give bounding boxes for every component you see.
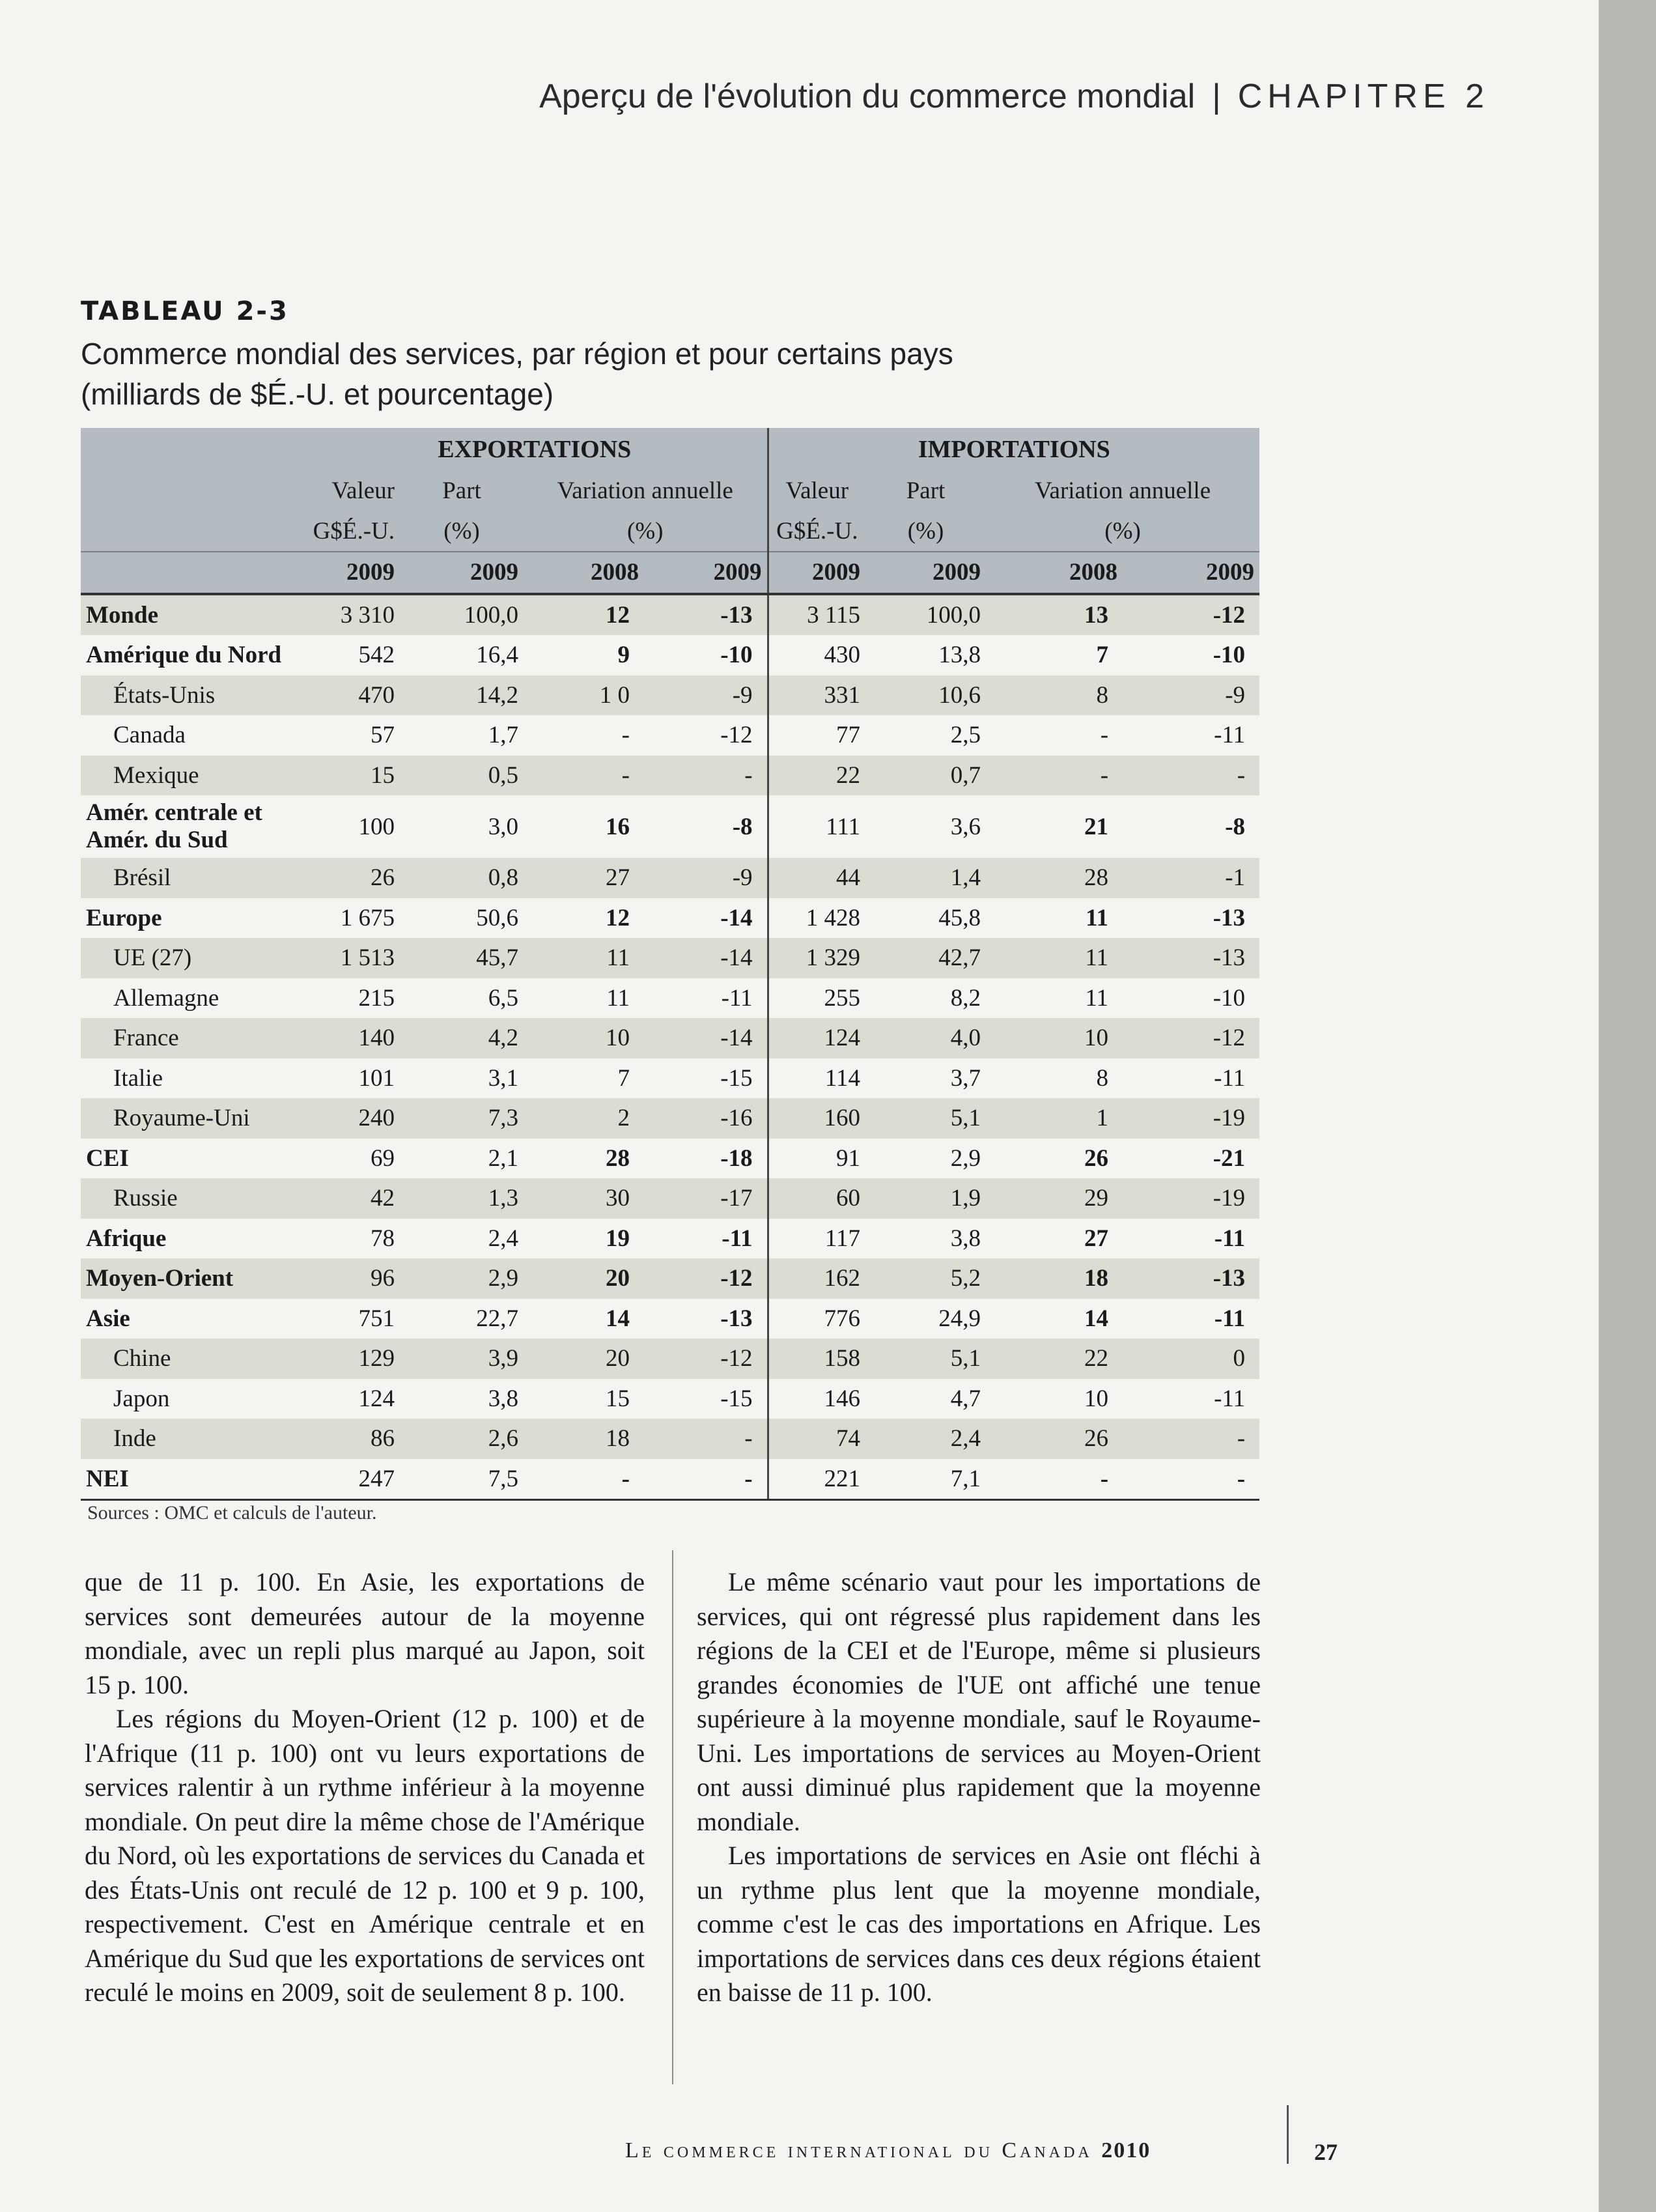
table-cell: 2,1 (488, 1144, 518, 1172)
col-year: 2009 (400, 552, 524, 594)
table-cell: - (1237, 1425, 1246, 1453)
table-cell: 18 (1084, 1265, 1109, 1292)
table-row (81, 795, 1259, 858)
row-label-text: Japon (113, 1385, 170, 1412)
table-cell: 1,3 (488, 1185, 518, 1212)
col-header-variation: Variation annuelle (1034, 477, 1211, 505)
row-label-text: Asie (86, 1305, 130, 1332)
col-header-value: Valeur (785, 477, 849, 505)
table-cell: - (644, 1419, 768, 1459)
table-cell: 1 675 (340, 904, 395, 931)
table-cell: -13 (1213, 944, 1246, 972)
table-cell: -12 (644, 1258, 768, 1299)
table-cell: -12 (644, 1339, 768, 1379)
row-label-text: États-Unis (113, 681, 216, 709)
table-cell: -15 (644, 1379, 768, 1419)
table-cell: -9 (644, 675, 768, 716)
col-unit-variation: (%) (524, 511, 768, 552)
body-paragraph: Les régions du Moyen-Orient (12 p. 100) et de l'Afrique (11 p. 100) ont vu leurs exportations de services ralentir à un rythme inférieur à la moyenne mondiale. On peut dire la même chose de l'Amérique du Nord, où les exportations de services du Canada et des États-Unis ont reculé de 12 p. 100 et 9 p. 100, respectivement. C'est en Amérique centrale et en Amérique du Sud que les exportations de services ont reculé le moins en 2009, soit de seulement 8 p. 100. (85, 1704, 645, 2007)
row-label (81, 715, 302, 756)
table-cell: - (621, 722, 630, 749)
table-cell: -11 (644, 978, 768, 1019)
row-label (81, 756, 302, 796)
services-trade-table (81, 428, 1259, 1501)
table-cell: -12 (1213, 1025, 1246, 1052)
table-cell: 4,0 (950, 1025, 981, 1052)
group-header-imports: IMPORTATIONS (918, 436, 1110, 463)
table-cell: 10 (1084, 1385, 1109, 1412)
table-cell: -11 (1214, 722, 1246, 749)
table-cell: -9 (1225, 681, 1246, 709)
row-label (81, 858, 302, 898)
col-year: 2009 (768, 552, 865, 594)
table-cell: 3,8 (488, 1385, 518, 1412)
row-label-text: CEI (86, 1144, 129, 1172)
table-cell: 1 513 (340, 944, 395, 972)
col-year: 2009 (644, 552, 768, 594)
table-cell: 0,7 (950, 761, 981, 789)
table-cell: 1,4 (950, 864, 981, 892)
col-unit-share: (%) (400, 511, 524, 552)
table-cell: -1 (1225, 864, 1246, 892)
table-cell: 1 329 (806, 944, 861, 972)
table-cell: 20 (606, 1345, 630, 1372)
row-label (81, 635, 302, 675)
table-cell: 24,9 (938, 1305, 981, 1332)
table-cell: 14 (606, 1305, 630, 1332)
table-cell: 7,3 (488, 1105, 518, 1132)
row-label (81, 1339, 302, 1379)
table-cell: -12 (1213, 601, 1246, 629)
table-cell: 114 (824, 1064, 861, 1092)
row-label (81, 1098, 302, 1139)
table-cell: -14 (644, 938, 768, 978)
table-sources: Sources : OMC et calculs de l'auteur. (87, 1502, 377, 1524)
table-cell: 4,7 (950, 1385, 981, 1412)
table-cell: 111 (826, 813, 861, 840)
row-label (81, 1139, 302, 1179)
table-cell: 100 (358, 813, 395, 840)
col-year: 2009 (1123, 552, 1259, 594)
table-cell: 11 (606, 984, 630, 1012)
table-cell: - (1237, 761, 1246, 789)
row-label-text: Moyen-Orient (86, 1265, 234, 1292)
table-row (81, 1459, 1259, 1500)
table-cell: 15 (371, 761, 395, 789)
header-separator: | (1212, 78, 1221, 115)
table-cell: 7 (617, 1064, 630, 1092)
row-label (81, 675, 302, 716)
table-cell: 42 (371, 1185, 395, 1212)
col-year: 2009 (302, 552, 400, 594)
table-cell: -11 (644, 1219, 768, 1259)
table-title-line-1: Commerce mondial des services, par région et pour certains pays (81, 337, 953, 371)
table-cell: 86 (371, 1425, 395, 1453)
table-row (81, 1339, 1259, 1379)
table-cell: 0,5 (488, 761, 518, 789)
table-cell: 751 (358, 1305, 395, 1332)
table-cell: 57 (371, 722, 395, 749)
chapter-label: CHAPITRE 2 (1237, 78, 1489, 115)
table-cell: 8 (1096, 681, 1109, 709)
table-cell: 28 (606, 1144, 630, 1172)
table-cell: 5,2 (950, 1265, 981, 1292)
table-cell: 1 428 (806, 904, 861, 931)
table-cell: 11 (1085, 984, 1109, 1012)
row-label-text: France (113, 1025, 179, 1052)
footer-publication (625, 2138, 1151, 2163)
table-cell: 44 (836, 864, 861, 892)
row-label-text: Monde (86, 601, 158, 629)
row-label (81, 1058, 302, 1099)
table-cell: 21 (1084, 813, 1109, 840)
table-cell: - (524, 1459, 644, 1500)
table-cell: 101 (358, 1064, 395, 1092)
table-cell: 0 (1233, 1345, 1246, 1372)
col-year: 2008 (524, 552, 644, 594)
running-title: Aperçu de l'évolution du commerce mondial (539, 78, 1196, 115)
row-label-text: Amérique du Nord (86, 642, 282, 669)
table-cell: 247 (302, 1459, 400, 1500)
col-year: 2009 (865, 552, 986, 594)
table-cell: 3,7 (950, 1064, 981, 1092)
table-cell: 2,9 (488, 1265, 518, 1292)
table-cell: -14 (644, 1018, 768, 1058)
table-cell: 12 (606, 601, 630, 629)
page-edge (1599, 0, 1656, 2212)
table-cell: 3,0 (488, 813, 518, 840)
row-label (81, 795, 302, 858)
row-label-text: Afrique (86, 1225, 167, 1252)
row-label-text: Europe (86, 904, 162, 931)
table-cell: 26 (1084, 1144, 1109, 1172)
table-cell: 16 (606, 813, 630, 840)
col-unit-variation: (%) (986, 511, 1259, 552)
table-row (81, 858, 1259, 898)
table-cell: 117 (824, 1225, 861, 1252)
row-label-text: Royaume-Uni (113, 1105, 250, 1132)
col-header-share: Part (906, 477, 946, 505)
table-cell: - (1100, 722, 1109, 749)
table-cell: -11 (1214, 1385, 1246, 1412)
col-year: 2008 (986, 552, 1123, 594)
row-label (81, 1219, 302, 1259)
table-row (81, 1258, 1259, 1299)
table-cell: -8 (644, 795, 768, 858)
publication-title: Le commerce international du Canada (625, 2138, 1093, 2162)
row-label (81, 594, 302, 636)
row-label (81, 1258, 302, 1299)
table-cell: 5,1 (950, 1345, 981, 1372)
table-row (81, 938, 1259, 978)
table-title-line-2: (milliards de $É.-U. et pourcentage) (81, 377, 554, 411)
table-cell: 215 (358, 984, 395, 1012)
table-cell: 77 (836, 722, 861, 749)
table-cell: -18 (644, 1139, 768, 1179)
table-row (81, 594, 1259, 636)
table-cell: 15 (606, 1385, 630, 1412)
table-cell: 2,6 (488, 1425, 518, 1453)
row-label-text: Italie (113, 1064, 163, 1092)
table-cell: 10,6 (938, 681, 981, 709)
table-row (81, 715, 1259, 756)
table-cell: 8 (1096, 1064, 1109, 1092)
table-label: TABLEAU 2-3 (81, 296, 289, 326)
table-cell: 160 (824, 1105, 861, 1132)
table-cell: 430 (824, 642, 861, 669)
table-cell: 129 (358, 1345, 395, 1372)
table-cell: 60 (836, 1185, 861, 1212)
table-body (81, 594, 1259, 1500)
table-cell: 50,6 (476, 904, 518, 931)
table-cell: 26 (1084, 1425, 1109, 1453)
table-cell: - (621, 761, 630, 789)
table-cell: 6,5 (488, 984, 518, 1012)
running-header (539, 77, 1489, 116)
table-cell: -11 (1214, 1305, 1246, 1332)
table-cell: -13 (644, 594, 768, 636)
table-row (81, 978, 1259, 1019)
table-cell: 20 (606, 1265, 630, 1292)
table-cell: 13,8 (938, 642, 981, 669)
table-cell: -13 (1213, 1265, 1246, 1292)
table-cell: 42,7 (938, 944, 981, 972)
table-cell: -13 (644, 1299, 768, 1339)
col-unit-share: (%) (865, 511, 986, 552)
table-cell: 22,7 (476, 1305, 518, 1332)
table-cell: -10 (1213, 642, 1246, 669)
table-row (81, 1219, 1259, 1259)
table-cell: 3,1 (488, 1064, 518, 1092)
table-cell: 12 (606, 904, 630, 931)
table-row (81, 675, 1259, 716)
table-row (81, 1098, 1259, 1139)
table-cell: 45,7 (476, 944, 518, 972)
table-cell: -9 (644, 858, 768, 898)
table-cell: 10 (606, 1025, 630, 1052)
body-paragraph: Les importations de services en Asie ont fléchi à un rythme plus lent que la moyenne mondiale, comme c'est le cas des importations en Afrique. Les importations de services dans ces deux régions étaient en baisse de 11 p. 100. (697, 1841, 1261, 2007)
table-cell: 3,9 (488, 1345, 518, 1372)
table-cell: -17 (644, 1178, 768, 1219)
row-label-text: Amér. du Sud (86, 827, 228, 853)
table-cell: 240 (358, 1105, 395, 1132)
table-cell: 29 (1084, 1185, 1109, 1212)
row-label-text: UE (27) (113, 944, 192, 972)
table-cell: 78 (371, 1225, 395, 1252)
table-cell: 5,1 (950, 1105, 981, 1132)
col-unit-value: G$É.-U. (768, 511, 865, 552)
table-cell: - (644, 756, 768, 796)
row-label (81, 1419, 302, 1459)
table-row (81, 1018, 1259, 1058)
table-cell: 158 (824, 1345, 861, 1372)
table-cell: 91 (836, 1144, 861, 1172)
table-row (81, 1379, 1259, 1419)
table-cell: 18 (606, 1425, 630, 1453)
row-label (81, 938, 302, 978)
table-cell: 19 (606, 1225, 630, 1252)
row-label-text: Russie (113, 1185, 178, 1212)
table-cell: 8,2 (950, 984, 981, 1012)
table-cell: 2,4 (488, 1225, 518, 1252)
table-cell: -11 (1214, 1225, 1246, 1252)
table-cell: 542 (358, 642, 395, 669)
row-label (81, 1018, 302, 1058)
table-cell: 0,8 (488, 864, 518, 892)
table-cell: -19 (1213, 1185, 1246, 1212)
table-cell: -14 (644, 898, 768, 939)
table-cell: 124 (358, 1385, 395, 1412)
row-label (81, 898, 302, 939)
table-cell: 100,0 (464, 601, 518, 629)
table-cell: 776 (824, 1305, 861, 1332)
row-label-text: Chine (113, 1345, 171, 1372)
table-row (81, 635, 1259, 675)
table-cell: 1 0 (599, 681, 630, 709)
table-cell: 3,8 (950, 1225, 981, 1252)
table-cell: 2,5 (950, 722, 981, 749)
row-label (81, 1178, 302, 1219)
table-cell: - (1100, 761, 1109, 789)
table-cell: 2 (617, 1105, 630, 1132)
table-cell: 7,1 (865, 1459, 986, 1500)
row-label-text: Inde (113, 1425, 156, 1453)
table-cell: 3 115 (807, 601, 861, 629)
table-cell: 27 (1084, 1225, 1109, 1252)
table-cell: 11 (1086, 904, 1109, 931)
body-column-left (85, 1565, 645, 2010)
table-cell: 28 (1084, 864, 1109, 892)
table-cell: 69 (371, 1144, 395, 1172)
table-cell: 14 (1084, 1305, 1109, 1332)
table-cell: 7 (1096, 642, 1109, 669)
table-cell: 7,5 (400, 1459, 524, 1500)
table-cell: -12 (644, 715, 768, 756)
table-cell: 22 (1084, 1345, 1109, 1372)
table-cell: 26 (371, 864, 395, 892)
table-cell: -13 (1213, 904, 1246, 931)
table-row (81, 1058, 1259, 1099)
table-cell: 45,8 (938, 904, 981, 931)
table-row (81, 756, 1259, 796)
table-cell: -19 (1213, 1105, 1246, 1132)
table-cell: 27 (606, 864, 630, 892)
row-label-text: Canada (113, 722, 186, 749)
table-cell: -21 (1213, 1144, 1246, 1172)
table-cell: 74 (836, 1425, 861, 1453)
table-cell: -11 (1214, 1064, 1246, 1092)
table-cell: 13 (1084, 601, 1109, 629)
body-paragraph: que de 11 p. 100. En Asie, les exportations de services sont demeurées autour de la moyenne mondiale, avec un repli plus marqué au Japon, soit 15 p. 100. (85, 1567, 645, 1699)
table-cell: 470 (358, 681, 395, 709)
table-cell: 30 (606, 1185, 630, 1212)
row-label-text: Brésil (113, 864, 171, 892)
table-cell: 10 (1084, 1025, 1109, 1052)
table-row (81, 1299, 1259, 1339)
table-cell: 255 (824, 984, 861, 1012)
table-cell: 2,4 (950, 1425, 981, 1453)
col-header-value: Valeur (331, 477, 395, 505)
table-cell: 14,2 (476, 681, 518, 709)
row-label (81, 1299, 302, 1339)
table-cell: -10 (1213, 984, 1246, 1012)
table-cell: 16,4 (476, 642, 518, 669)
table-cell: - (986, 1459, 1123, 1500)
table-cell: 100,0 (926, 601, 981, 629)
page-number: 27 (1314, 2139, 1338, 2165)
col-header-variation: Variation annuelle (524, 471, 768, 511)
col-unit-value: G$É.-U. (302, 511, 400, 552)
table-cell: 146 (824, 1385, 861, 1412)
table-title (81, 333, 953, 414)
table-cell: 3 310 (340, 601, 395, 629)
table-cell: -10 (644, 635, 768, 675)
table-cell: 2,9 (950, 1144, 981, 1172)
table-cell: 1 (1096, 1105, 1109, 1132)
table-row (81, 1139, 1259, 1179)
table-cell: 331 (824, 681, 861, 709)
table-cell: 221 (768, 1459, 865, 1500)
column-divider (672, 1550, 673, 2084)
table-cell: 4,2 (488, 1025, 518, 1052)
body-paragraph: Le même scénario vaut pour les importations de services, qui ont régressé plus rapidement dans les régions de la CEI et de l'Europe, même si plusieurs grandes économies de l'UE ont affiché une tenue supérieure à la moyenne mondiale, sauf le Royaume-Uni. Les importations de services au Moyen-Orient ont aussi diminué plus rapidement que la moyenne mondiale. (697, 1567, 1261, 1836)
table-cell: 11 (1085, 944, 1109, 972)
table-row (81, 898, 1259, 939)
row-label-text: NEI (86, 1465, 129, 1492)
table-cell: 9 (617, 642, 630, 669)
row-label-text: Amér. centrale et (86, 799, 262, 826)
table-cell: 1,7 (488, 722, 518, 749)
table-row (81, 1419, 1259, 1459)
publication-year: 2010 (1101, 2138, 1151, 2162)
table-cell: 3,6 (950, 813, 981, 840)
table-cell: -15 (644, 1058, 768, 1099)
table-cell: - (1123, 1459, 1259, 1500)
table-cell: 1,9 (950, 1185, 981, 1212)
table-cell: 96 (371, 1265, 395, 1292)
table-cell: 140 (358, 1025, 395, 1052)
row-label (81, 1459, 302, 1500)
row-label (81, 978, 302, 1019)
table-cell: - (644, 1459, 768, 1500)
row-label (81, 1379, 302, 1419)
table-cell: 22 (836, 761, 861, 789)
footer-divider (1287, 2105, 1289, 2164)
group-header-exports: EXPORTATIONS (302, 428, 768, 471)
table-cell: -8 (1225, 813, 1246, 840)
table-cell: -16 (644, 1098, 768, 1139)
body-column-right (697, 1565, 1261, 2010)
table-header (81, 428, 1259, 594)
row-label-text: Allemagne (113, 984, 219, 1012)
table-cell: 162 (824, 1265, 861, 1292)
table-cell: 11 (606, 944, 630, 972)
table-cell: 124 (824, 1025, 861, 1052)
table-row (81, 1178, 1259, 1219)
col-header-share: Part (442, 477, 481, 505)
row-label-text: Mexique (113, 761, 199, 789)
